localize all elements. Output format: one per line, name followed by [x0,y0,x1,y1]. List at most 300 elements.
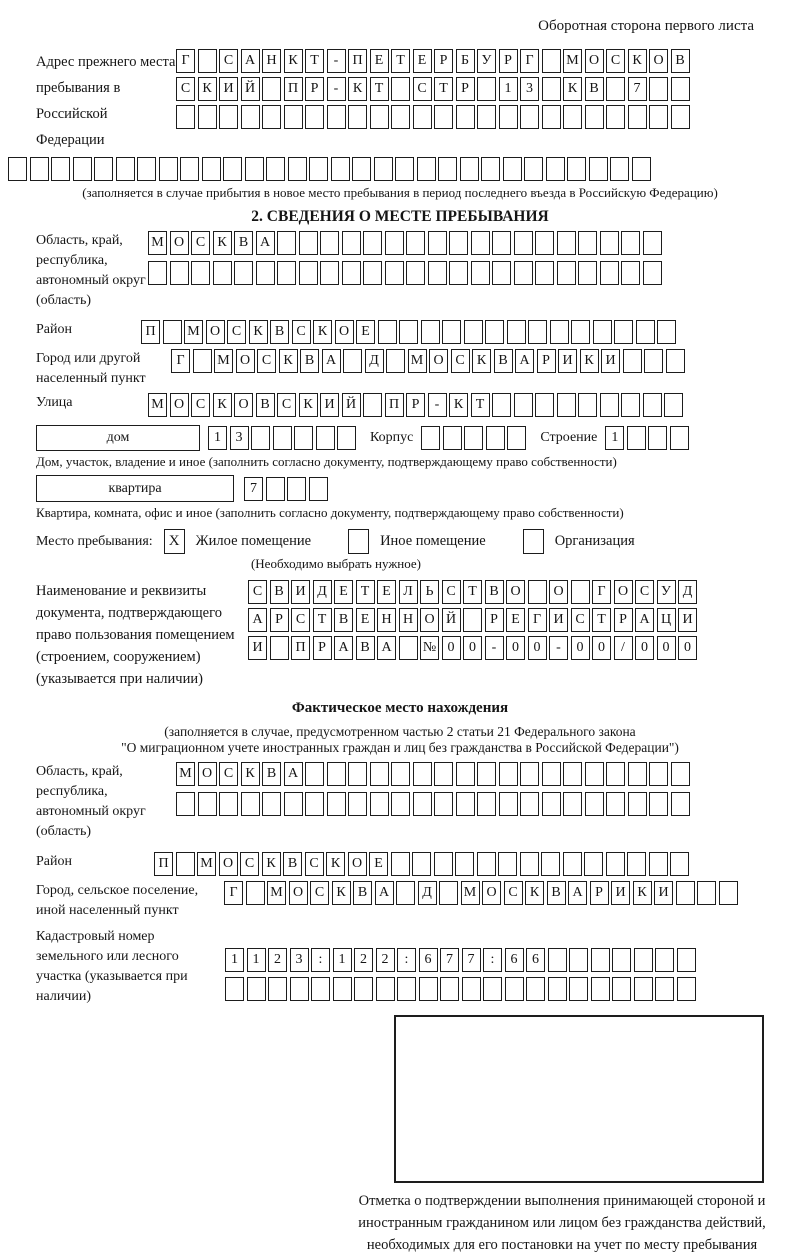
char-cell[interactable]: Т [370,77,389,101]
char-cell[interactable] [342,231,361,255]
char-cell[interactable] [649,762,668,786]
char-cell[interactable] [266,477,285,501]
char-cell[interactable] [677,977,696,1001]
char-cell[interactable]: 0 [657,636,676,660]
char-cell[interactable]: Г [171,349,190,373]
char-cell[interactable]: О [234,393,253,417]
char-cell[interactable] [219,792,238,816]
char-cell[interactable] [421,426,440,450]
char-cell[interactable] [634,977,653,1001]
char-cell[interactable]: П [348,49,367,73]
char-cell[interactable]: К [198,77,217,101]
char-cell[interactable] [262,792,281,816]
char-cell[interactable]: И [678,608,697,632]
char-cell[interactable] [251,426,270,450]
char-cell[interactable] [316,426,335,450]
char-cell[interactable]: - [327,77,346,101]
char-cell[interactable]: 7 [462,948,481,972]
char-cell[interactable] [440,977,459,1001]
char-cell[interactable] [503,157,522,181]
char-cell[interactable] [245,157,264,181]
char-cell[interactable] [270,636,289,660]
char-cell[interactable]: Т [592,608,611,632]
char-cell[interactable]: В [494,349,513,373]
char-cell[interactable] [535,261,554,285]
char-cell[interactable] [137,157,156,181]
char-cell[interactable] [262,105,281,129]
char-cell[interactable] [449,231,468,255]
char-cell[interactable]: И [248,636,267,660]
char-cell[interactable]: Н [399,608,418,632]
char-cell[interactable]: Д [418,881,437,905]
char-cell[interactable]: С [305,852,324,876]
char-cell[interactable] [499,792,518,816]
char-cell[interactable] [655,948,674,972]
char-cell[interactable]: В [270,580,289,604]
char-cell[interactable] [499,105,518,129]
char-cell[interactable] [305,105,324,129]
char-cell[interactable] [483,977,502,1001]
char-cell[interactable]: 7 [440,948,459,972]
char-cell[interactable] [671,77,690,101]
char-cell[interactable] [621,231,640,255]
char-cell[interactable] [449,261,468,285]
char-cell[interactable]: Р [305,77,324,101]
char-cell[interactable]: Н [262,49,281,73]
char-cell[interactable]: К [284,49,303,73]
char-cell[interactable]: К [628,49,647,73]
char-cell[interactable]: Е [369,852,388,876]
char-cell[interactable]: С [504,881,523,905]
char-cell[interactable]: С [310,881,329,905]
char-cell[interactable]: О [614,580,633,604]
char-cell[interactable] [505,977,524,1001]
char-cell[interactable] [571,580,590,604]
char-cell[interactable]: 1 [499,77,518,101]
char-cell[interactable] [277,231,296,255]
char-cell[interactable] [434,792,453,816]
char-cell[interactable]: В [270,320,289,344]
char-cell[interactable] [593,320,612,344]
char-cell[interactable] [477,852,496,876]
apartment-type-box[interactable]: квартира [36,475,234,502]
char-cell[interactable]: Е [413,49,432,73]
char-cell[interactable] [606,105,625,129]
char-cell[interactable] [176,792,195,816]
char-cell[interactable]: / [614,636,633,660]
char-cell[interactable]: Т [434,77,453,101]
char-cell[interactable] [428,231,447,255]
char-cell[interactable] [287,477,306,501]
char-cell[interactable]: О [170,393,189,417]
char-cell[interactable]: 1 [225,948,244,972]
char-cell[interactable] [8,157,27,181]
char-cell[interactable] [176,852,195,876]
char-cell[interactable] [578,393,597,417]
char-cell[interactable]: : [397,948,416,972]
char-cell[interactable]: 0 [678,636,697,660]
char-cell[interactable]: С [451,349,470,373]
char-cell[interactable]: Й [442,608,461,632]
char-cell[interactable]: 0 [506,636,525,660]
char-cell[interactable] [284,792,303,816]
char-cell[interactable] [396,881,415,905]
char-cell[interactable]: С [219,762,238,786]
char-cell[interactable] [399,636,418,660]
char-cell[interactable]: Е [356,608,375,632]
char-cell[interactable]: А [568,881,587,905]
char-cell[interactable] [309,477,328,501]
char-cell[interactable] [266,157,285,181]
char-cell[interactable]: 1 [605,426,624,450]
char-cell[interactable] [352,157,371,181]
char-cell[interactable]: П [154,852,173,876]
char-cell[interactable] [412,852,431,876]
char-cell[interactable] [331,157,350,181]
char-cell[interactable]: В [262,762,281,786]
char-cell[interactable] [627,426,646,450]
char-cell[interactable] [170,261,189,285]
char-cell[interactable]: С [257,349,276,373]
char-cell[interactable]: О [289,881,308,905]
char-cell[interactable] [333,977,352,1001]
char-cell[interactable]: Й [241,77,260,101]
char-cell[interactable]: О [506,580,525,604]
char-cell[interactable]: О [348,852,367,876]
char-cell[interactable]: 6 [505,948,524,972]
char-cell[interactable]: С [291,608,310,632]
char-cell[interactable] [241,105,260,129]
char-cell[interactable] [434,105,453,129]
char-cell[interactable] [391,852,410,876]
char-cell[interactable]: С [277,393,296,417]
stay-option-residential-checkbox[interactable]: X [164,529,185,554]
char-cell[interactable]: М [461,881,480,905]
char-cell[interactable] [163,320,182,344]
char-cell[interactable] [492,261,511,285]
char-cell[interactable]: А [248,608,267,632]
char-cell[interactable]: Р [313,636,332,660]
char-cell[interactable]: Е [506,608,525,632]
char-cell[interactable] [535,231,554,255]
char-cell[interactable] [256,261,275,285]
char-cell[interactable] [116,157,135,181]
char-cell[interactable]: Т [463,580,482,604]
char-cell[interactable]: В [485,580,504,604]
char-cell[interactable] [191,261,210,285]
char-cell[interactable]: О [236,349,255,373]
char-cell[interactable]: К [326,852,345,876]
char-cell[interactable]: И [601,349,620,373]
char-cell[interactable]: П [284,77,303,101]
char-cell[interactable]: К [213,231,232,255]
char-cell[interactable] [348,105,367,129]
char-cell[interactable] [327,105,346,129]
char-cell[interactable]: И [654,881,673,905]
char-cell[interactable] [585,792,604,816]
char-cell[interactable] [520,105,539,129]
char-cell[interactable]: К [262,852,281,876]
char-cell[interactable]: С [413,77,432,101]
char-cell[interactable] [636,320,655,344]
char-cell[interactable]: Р [270,608,289,632]
char-cell[interactable] [434,762,453,786]
char-cell[interactable]: И [291,580,310,604]
char-cell[interactable] [606,762,625,786]
char-cell[interactable] [198,49,217,73]
char-cell[interactable] [498,852,517,876]
char-cell[interactable]: Г [224,881,243,905]
char-cell[interactable] [546,157,565,181]
char-cell[interactable] [180,157,199,181]
char-cell[interactable] [363,393,382,417]
char-cell[interactable] [462,977,481,1001]
char-cell[interactable] [299,231,318,255]
char-cell[interactable] [434,852,453,876]
char-cell[interactable] [569,977,588,1001]
char-cell[interactable] [193,349,212,373]
char-cell[interactable] [514,231,533,255]
char-cell[interactable] [460,157,479,181]
char-cell[interactable] [413,105,432,129]
char-cell[interactable]: Е [377,580,396,604]
char-cell[interactable] [499,762,518,786]
char-cell[interactable]: А [375,881,394,905]
char-cell[interactable] [299,261,318,285]
char-cell[interactable]: Л [399,580,418,604]
char-cell[interactable]: Т [305,49,324,73]
char-cell[interactable] [370,105,389,129]
char-cell[interactable] [664,393,683,417]
char-cell[interactable] [262,77,281,101]
char-cell[interactable]: 3 [290,948,309,972]
char-cell[interactable] [354,977,373,1001]
char-cell[interactable]: С [442,580,461,604]
char-cell[interactable]: В [585,77,604,101]
char-cell[interactable] [213,261,232,285]
char-cell[interactable]: 0 [442,636,461,660]
char-cell[interactable]: П [291,636,310,660]
char-cell[interactable]: Р [590,881,609,905]
char-cell[interactable]: 0 [571,636,590,660]
char-cell[interactable] [397,977,416,1001]
char-cell[interactable]: В [283,852,302,876]
char-cell[interactable] [507,320,526,344]
char-cell[interactable]: 2 [268,948,287,972]
stay-option-other-premises-checkbox[interactable] [348,529,369,554]
char-cell[interactable] [305,792,324,816]
char-cell[interactable] [305,762,324,786]
char-cell[interactable]: Т [471,393,490,417]
char-cell[interactable]: К [279,349,298,373]
char-cell[interactable] [343,349,362,373]
char-cell[interactable]: О [585,49,604,73]
char-cell[interactable]: Р [456,77,475,101]
char-cell[interactable] [219,105,238,129]
char-cell[interactable]: 3 [520,77,539,101]
char-cell[interactable]: О [429,349,448,373]
char-cell[interactable]: С [571,608,590,632]
char-cell[interactable] [327,792,346,816]
char-cell[interactable] [176,105,195,129]
char-cell[interactable]: И [558,349,577,373]
char-cell[interactable]: С [176,77,195,101]
char-cell[interactable]: О [420,608,439,632]
char-cell[interactable]: К [580,349,599,373]
char-cell[interactable] [391,792,410,816]
char-cell[interactable] [606,792,625,816]
char-cell[interactable]: Д [313,580,332,604]
char-cell[interactable] [548,977,567,1001]
char-cell[interactable] [246,881,265,905]
char-cell[interactable]: Т [356,580,375,604]
char-cell[interactable] [234,261,253,285]
char-cell[interactable] [486,426,505,450]
char-cell[interactable]: 2 [354,948,373,972]
char-cell[interactable] [569,948,588,972]
char-cell[interactable]: Р [537,349,556,373]
char-cell[interactable]: М [148,393,167,417]
char-cell[interactable]: С [606,49,625,73]
char-cell[interactable] [223,157,242,181]
char-cell[interactable] [273,426,292,450]
char-cell[interactable]: Е [356,320,375,344]
char-cell[interactable] [542,77,561,101]
char-cell[interactable]: 1 [208,426,227,450]
char-cell[interactable]: Ц [657,608,676,632]
char-cell[interactable]: К [249,320,268,344]
char-cell[interactable] [241,792,260,816]
char-cell[interactable] [395,157,414,181]
char-cell[interactable] [621,261,640,285]
char-cell[interactable] [648,426,667,450]
char-cell[interactable]: О [219,852,238,876]
char-cell[interactable]: С [292,320,311,344]
char-cell[interactable] [557,261,576,285]
char-cell[interactable] [374,157,393,181]
char-cell[interactable] [526,977,545,1001]
char-cell[interactable] [159,157,178,181]
char-cell[interactable]: 0 [528,636,547,660]
char-cell[interactable] [337,426,356,450]
char-cell[interactable] [385,231,404,255]
char-cell[interactable]: : [483,948,502,972]
char-cell[interactable]: 7 [244,477,263,501]
char-cell[interactable]: М [184,320,203,344]
char-cell[interactable] [477,77,496,101]
char-cell[interactable] [589,157,608,181]
char-cell[interactable] [386,349,405,373]
char-cell[interactable]: О [549,580,568,604]
char-cell[interactable] [628,792,647,816]
char-cell[interactable] [649,852,668,876]
char-cell[interactable]: И [549,608,568,632]
char-cell[interactable]: С [248,580,267,604]
char-cell[interactable] [268,977,287,1001]
char-cell[interactable]: К [299,393,318,417]
char-cell[interactable] [610,157,629,181]
char-cell[interactable] [471,261,490,285]
char-cell[interactable]: Г [592,580,611,604]
char-cell[interactable]: Т [313,608,332,632]
char-cell[interactable]: О [482,881,501,905]
char-cell[interactable] [391,762,410,786]
char-cell[interactable] [202,157,221,181]
char-cell[interactable] [542,105,561,129]
char-cell[interactable] [571,320,590,344]
char-cell[interactable] [464,426,483,450]
char-cell[interactable] [541,852,560,876]
char-cell[interactable] [600,393,619,417]
char-cell[interactable] [621,393,640,417]
char-cell[interactable] [697,881,716,905]
char-cell[interactable] [421,320,440,344]
char-cell[interactable] [247,977,266,1001]
char-cell[interactable] [649,105,668,129]
char-cell[interactable] [550,320,569,344]
char-cell[interactable] [528,580,547,604]
char-cell[interactable] [471,231,490,255]
char-cell[interactable] [606,852,625,876]
char-cell[interactable] [198,105,217,129]
char-cell[interactable] [591,948,610,972]
char-cell[interactable] [342,261,361,285]
char-cell[interactable] [290,977,309,1001]
char-cell[interactable] [148,261,167,285]
char-cell[interactable] [524,157,543,181]
char-cell[interactable]: 1 [333,948,352,972]
char-cell[interactable] [309,157,328,181]
char-cell[interactable] [30,157,49,181]
char-cell[interactable] [614,320,633,344]
char-cell[interactable] [442,320,461,344]
char-cell[interactable] [481,157,500,181]
char-cell[interactable] [455,852,474,876]
char-cell[interactable]: - [428,393,447,417]
char-cell[interactable] [520,792,539,816]
char-cell[interactable] [391,77,410,101]
char-cell[interactable] [563,852,582,876]
char-cell[interactable] [557,393,576,417]
char-cell[interactable]: К [525,881,544,905]
char-cell[interactable] [439,881,458,905]
char-cell[interactable] [643,393,662,417]
char-cell[interactable] [294,426,313,450]
char-cell[interactable] [600,261,619,285]
char-cell[interactable] [413,792,432,816]
char-cell[interactable]: Р [406,393,425,417]
char-cell[interactable] [612,948,631,972]
char-cell[interactable] [288,157,307,181]
char-cell[interactable] [378,320,397,344]
char-cell[interactable] [670,852,689,876]
char-cell[interactable]: В [234,231,253,255]
char-cell[interactable]: А [515,349,534,373]
char-cell[interactable]: Г [520,49,539,73]
char-cell[interactable] [563,762,582,786]
char-cell[interactable] [456,792,475,816]
char-cell[interactable]: М [563,49,582,73]
char-cell[interactable] [585,105,604,129]
char-cell[interactable] [606,77,625,101]
char-cell[interactable] [643,231,662,255]
char-cell[interactable]: В [256,393,275,417]
char-cell[interactable] [670,426,689,450]
char-cell[interactable]: И [219,77,238,101]
char-cell[interactable] [627,852,646,876]
char-cell[interactable]: В [300,349,319,373]
char-cell[interactable] [623,349,642,373]
